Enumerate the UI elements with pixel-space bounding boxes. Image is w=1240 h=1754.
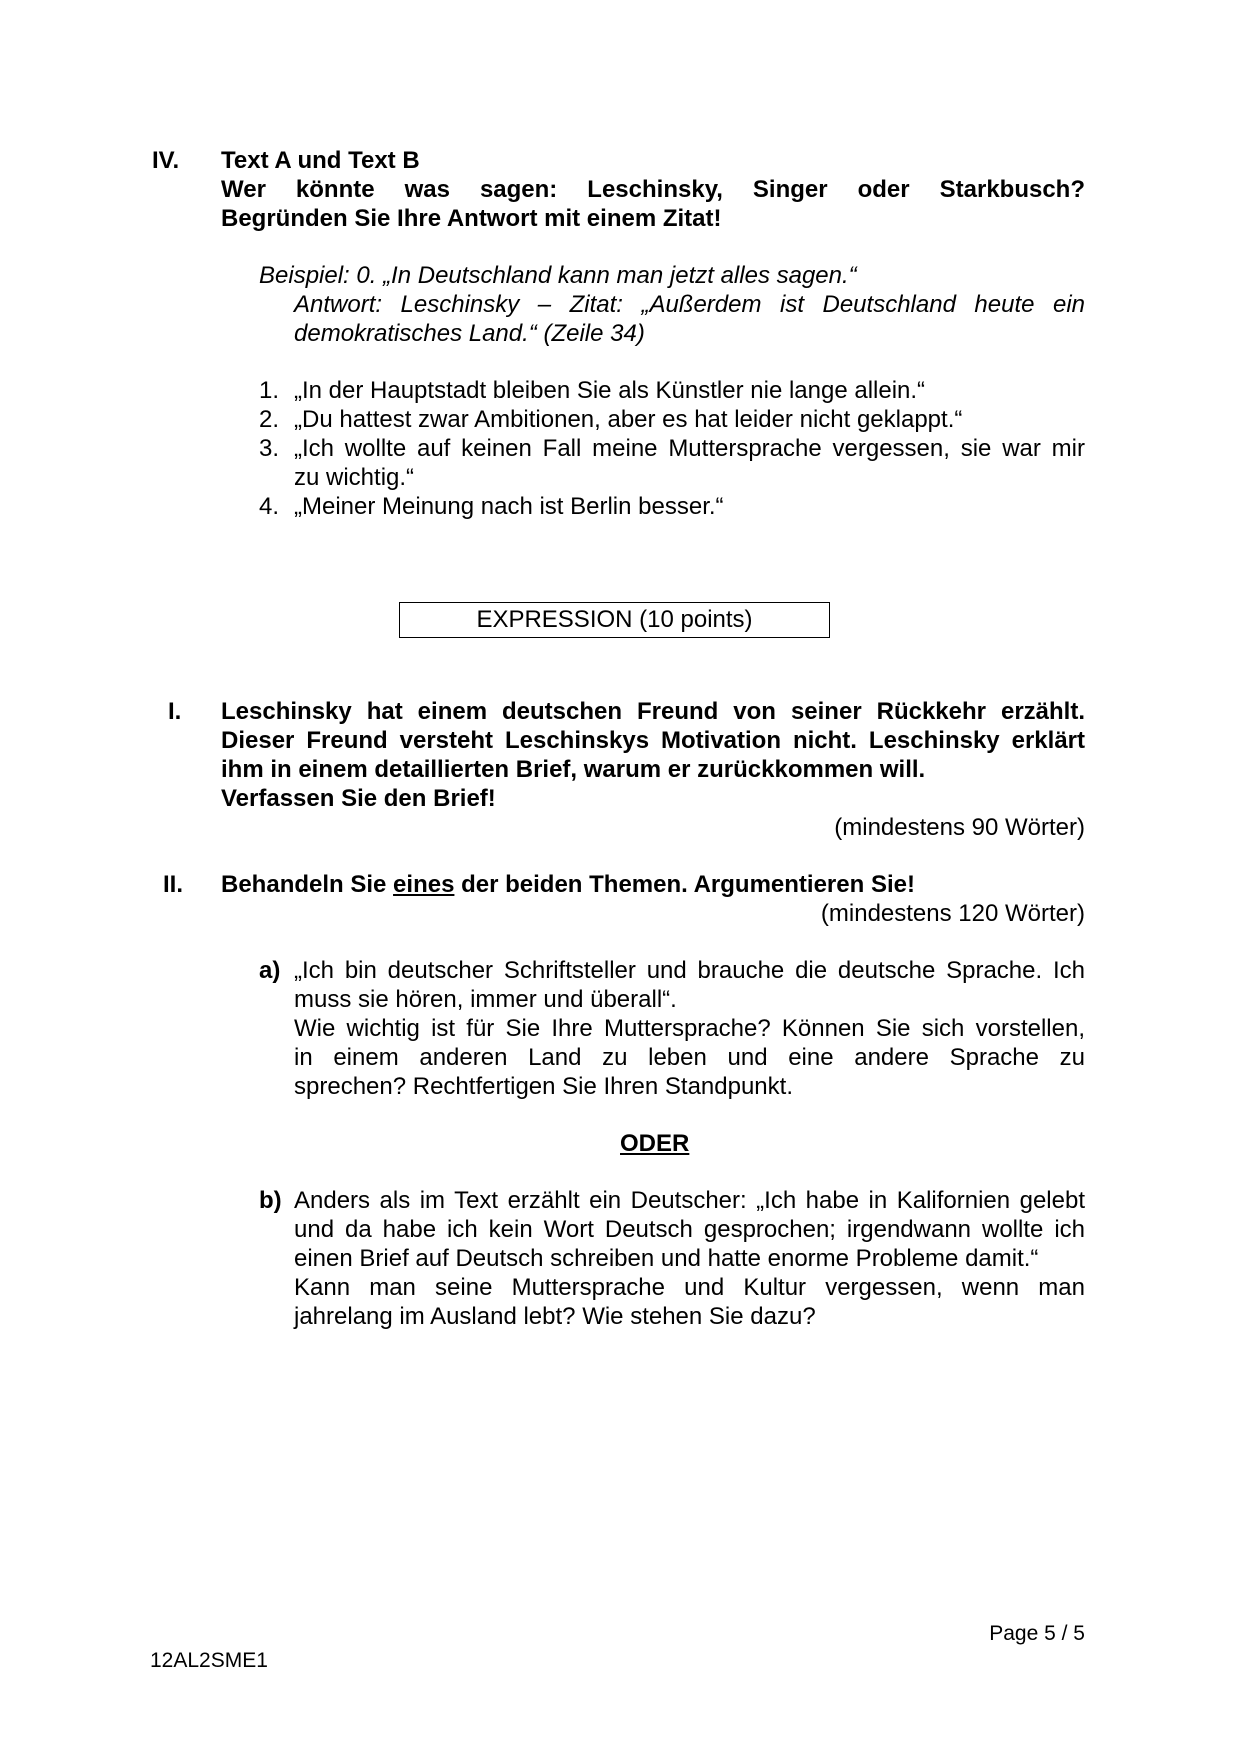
quote-list <box>259 376 1085 521</box>
list-item-text: „Ich wollte auf keinen Fall meine Muttersprache vergessen, sie war mir <box>294 435 1085 462</box>
list-item-text-continued: zu wichtig.“ <box>294 464 415 491</box>
example-answer-line3: demokratisches Land.“ (Zeile 34) <box>294 320 645 347</box>
option-a-line3: Wie wichtig ist für Sie Ihre Muttersprache? Können Sie sich vorstellen, <box>294 1015 1085 1042</box>
example-answer-line2: Antwort: Leschinsky – Zitat: „Außerdem ist Deutschland heute ein <box>294 291 1085 318</box>
example-line1: Beispiel: 0. „In Deutschland kann man jetzt alles sagen.“ <box>259 262 857 289</box>
page-number: Page 5 / 5 <box>989 1622 1085 1645</box>
list-item-text: „In der Hauptstadt bleiben Sie als Künstler nie lange allein.“ <box>294 377 926 404</box>
list-item-text: „Du hattest zwar Ambitionen, aber es hat leider nicht geklappt.“ <box>294 406 963 433</box>
option-a-line2: muss sie hören, immer und überall“. <box>294 986 677 1013</box>
task-i-line3: ihm in einem detaillierten Brief, warum er zurückkommen will. <box>221 756 926 783</box>
task-iv-question-line1: Wer könnte was sagen: Leschinsky, Singer oder Starkbusch? <box>221 176 1085 203</box>
option-b-line4: Kann man seine Muttersprache und Kultur vergessen, wenn man <box>294 1274 1085 1301</box>
section-numeral-ii: II. <box>163 871 184 898</box>
list-item <box>259 405 1085 434</box>
list-item-number: 1. <box>259 377 280 404</box>
task-ii-heading-post: der beiden Themen. Argumentieren Sie! <box>454 871 915 898</box>
task-iv-question-line2: Begründen Sie Ihre Antwort mit einem Zitat! <box>221 205 722 232</box>
option-b-line1: Anders als im Text erzählt ein Deutscher: „Ich habe in Kalifornien gelebt <box>294 1187 1085 1214</box>
task-i-line4: Verfassen Sie den Brief! <box>221 785 496 812</box>
option-b-line3: einen Brief auf Deutsch schreiben und hatte enorme Probleme damit.“ <box>294 1245 1039 1272</box>
option-a-label: a) <box>259 957 281 984</box>
option-a-line1: „Ich bin deutscher Schriftsteller und brauche die deutsche Sprache. Ich <box>294 957 1085 984</box>
task-ii-heading-underlined: eines <box>393 871 455 898</box>
oder-separator: ODER <box>620 1130 690 1157</box>
list-item-text: „Meiner Meinung nach ist Berlin besser.“ <box>294 493 724 520</box>
section-numeral-iv: IV. <box>152 147 180 174</box>
expression-section-title: EXPRESSION (10 points) <box>476 606 753 633</box>
option-b-line5: jahrelang im Ausland lebt? Wie stehen Sie dazu? <box>294 1303 816 1330</box>
task-i-line2: Dieser Freund versteht Leschinskys Motivation nicht. Leschinsky erklärt <box>221 727 1085 754</box>
list-item-number: 4. <box>259 493 280 520</box>
task-ii-min-words: (mindestens 120 Wörter) <box>820 900 1085 927</box>
list-item <box>259 376 1085 405</box>
expression-section-box <box>399 602 830 638</box>
task-i-min-words: (mindestens 90 Wörter) <box>834 814 1085 841</box>
document-code: 12AL2SME1 <box>150 1649 268 1672</box>
option-b-label: b) <box>259 1187 282 1214</box>
option-a-line5: sprechen? Rechtfertigen Sie Ihren Standpunkt. <box>294 1073 793 1100</box>
task-i-line1: Leschinsky hat einem deutschen Freund von seiner Rückkehr erzählt. <box>221 698 1085 725</box>
list-item-number: 3. <box>259 435 280 462</box>
list-item <box>259 492 1085 521</box>
option-b-line2: und da habe ich kein Wort Deutsch gesprochen; irgendwann wollte ich <box>294 1216 1085 1243</box>
section-numeral-i: I. <box>168 698 182 725</box>
option-a-line4: in einem anderen Land zu leben und eine andere Sprache zu <box>294 1044 1085 1071</box>
task-ii-heading <box>221 870 915 899</box>
list-item <box>259 434 1085 492</box>
section-heading-iv: Text A und Text B <box>221 147 420 174</box>
list-item-number: 2. <box>259 406 280 433</box>
task-ii-heading-pre: Behandeln Sie <box>221 871 394 898</box>
